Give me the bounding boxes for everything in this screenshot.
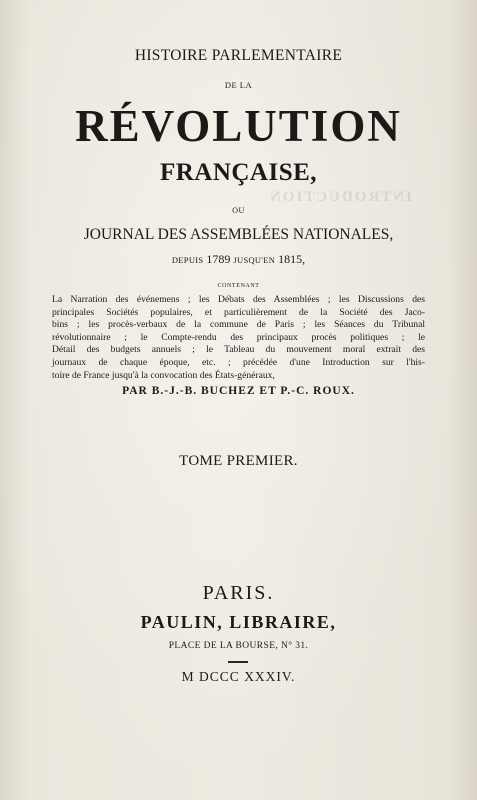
address-line: PLACE DE LA BOURSE, N° 31. — [168, 641, 309, 651]
authors-line: PAR B.-J.-B. BUCHEZ ET P.-C. ROUX. — [122, 385, 355, 397]
end-year: 1815 — [278, 252, 303, 266]
start-year: 1789 — [206, 252, 231, 266]
revolution-title: RÉVOLUTION — [75, 101, 402, 151]
date-range-line: DEPUIS 1789 JUSQU'EN 1815, — [171, 252, 306, 266]
publication-date: M DCCC XXXIV. — [181, 669, 296, 684]
histoire-parlementaire-heading: HISTOIRE PARLEMENTAIRE — [134, 47, 343, 64]
divider-rule — [228, 661, 248, 663]
description-line: révolutionnaire ; le Compte-rendu des principaux procès politiques ; le — [52, 331, 425, 343]
jusqu-word: JUSQU'EN — [233, 255, 276, 265]
contents-description — [52, 294, 425, 382]
description-line: principales Sociétés populaires, et particulièrement de la Société des Jaco- — [52, 306, 425, 318]
ou-text: OU — [232, 206, 245, 215]
tome-line: TOME PREMIER. — [179, 453, 298, 469]
description-line: La Narration des événemens ; les Débats des Assemblées ; les Discussions des — [52, 294, 425, 305]
depuis-word: DEPUIS — [171, 255, 204, 265]
description-line: toire de France jusqu'à la convocation des États-généraux, — [52, 369, 275, 381]
city-line: PARIS. — [202, 582, 275, 604]
contenant-text: CONTENANT — [217, 283, 260, 289]
francaise-title: FRANÇAISE, — [159, 159, 318, 186]
description-line: Détail des budgets annuels ; le Tableau du mouvement moral extrait des — [52, 344, 425, 356]
description-line: bins ; les procès-verbaux de la commune de Paris ; les Séances du Tribunal — [52, 319, 425, 331]
de-la-text: DE LA — [224, 80, 253, 90]
publisher-line: PAULIN, LIBRAIRE, — [140, 612, 337, 632]
description-line: journaux de chaque époque, etc. ; précédée d'une Introduction sur l'his- — [52, 356, 425, 368]
journal-subtitle: JOURNAL DES ASSEMBLÉES NATIONALES, — [83, 226, 394, 243]
bleed-through-text: INTRODUCTION — [268, 189, 413, 205]
